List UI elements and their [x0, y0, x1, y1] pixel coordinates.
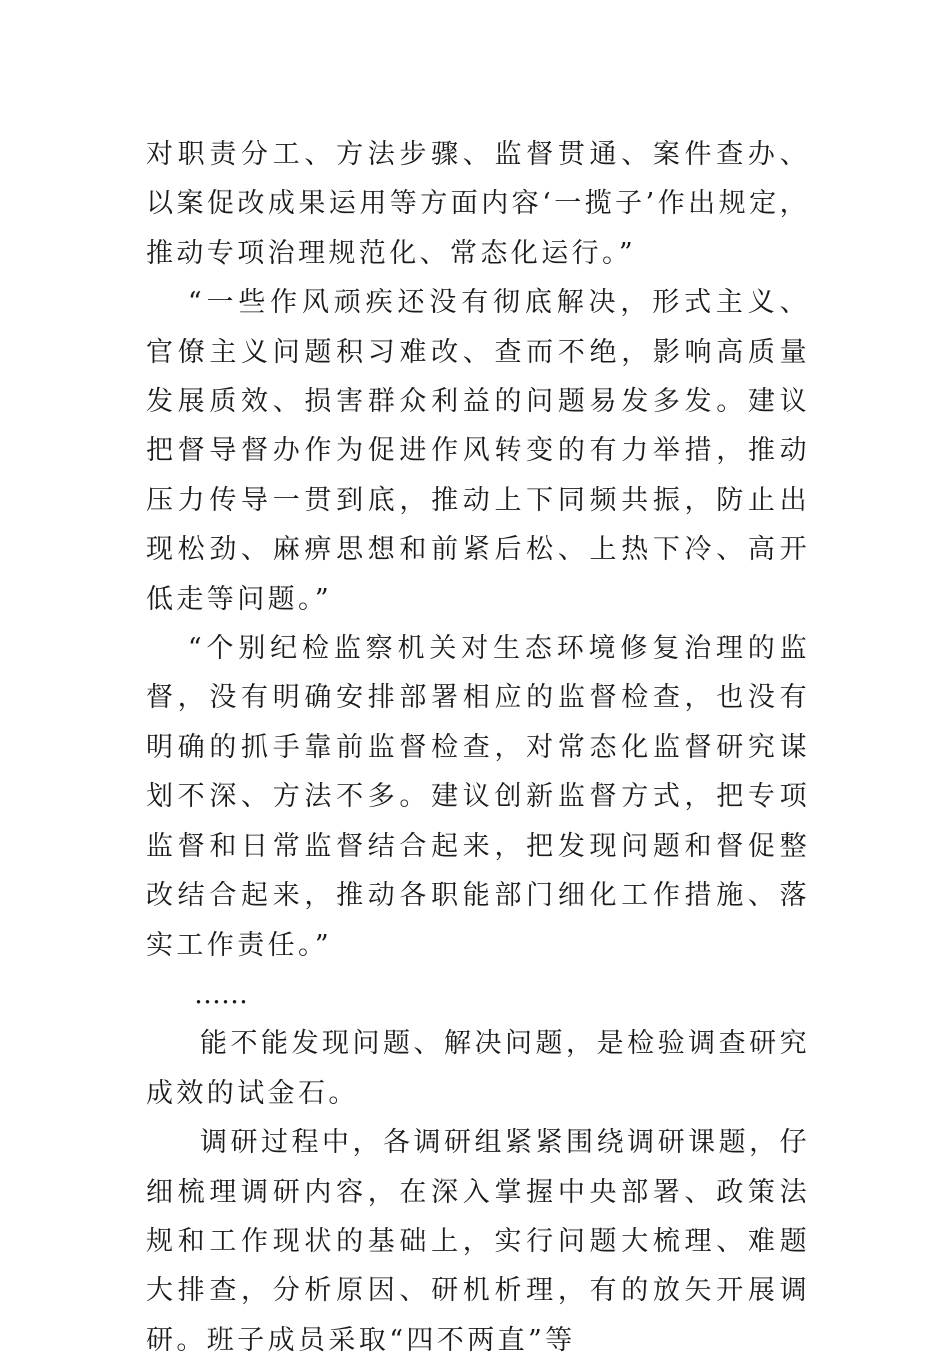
paragraph-research-process: 调研过程中，各调研组紧紧围绕调研课题，仔细梳理调研内容，在深入掌握中央部署、政策法规和工作现状的基础上，实行问题大梳理、难题大排查，分析原因、研机析理，有的放矢开展调研。班子成员采取“四不两直”等	[146, 1127, 810, 1356]
document-page	[146, 130, 810, 1365]
paragraph-quote-work-style: “一些作风顽疾还没有彻底解决，形式主义、官僚主义问题积习难改、查而不绝，影响高质量发展质效、损害群众利益的问题易发多发。建议把督导督办作为促进作风转变的有力举措，推动压力传导一贯到底，推动上下同频共振，防止出现松劲、麻痹思想和前紧后松、上热下冷、高开低走等问题。”	[146, 287, 810, 615]
paragraph-quote-ecology-supervision: “个别纪检监察机关对生态环境修复治理的监督，没有明确安排部署相应的监督检查，也没有明确的抓手靠前监督检查，对常态化监督研究谋划不深、方法不多。建议创新监督方式，把专项监督和日常监督结合起来，把发现问题和督促整改结合起来，推动各职能部门细化工作措施、落实工作责任。”	[146, 633, 810, 961]
ellipsis-line: ……	[194, 978, 248, 1010]
paragraph-touchstone: 能不能发现问题、解决问题，是检验调查研究成效的试金石。	[146, 1028, 810, 1109]
paragraph-continuation: 对职责分工、方法步骤、监督贯通、案件查办、以案促改成果运用等方面内容‘一揽子’作出规定，推动专项治理规范化、常态化运行。”	[146, 139, 810, 269]
